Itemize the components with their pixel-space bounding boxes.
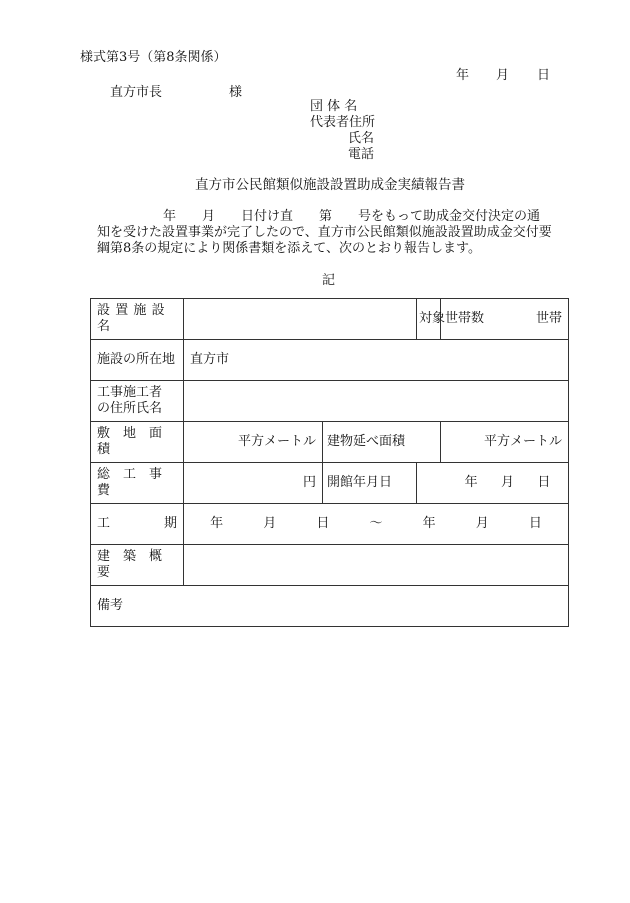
- row-facility-name: [91, 299, 569, 340]
- floor-area-label-cell: [323, 422, 441, 463]
- row-cost: [91, 463, 569, 504]
- households-label: 対象世帯数: [419, 311, 485, 326]
- body-line-1: 年 月 日付け直 第 号をもって助成金交付決定の通: [163, 209, 541, 224]
- row-period: [91, 504, 569, 545]
- site-area-unit: 平方メートル: [237, 434, 316, 449]
- contractor-label-line-2: の住所氏名: [97, 401, 163, 416]
- location-field[interactable]: [184, 340, 569, 381]
- floor-area-field[interactable]: [441, 422, 569, 463]
- location-label-cell: [91, 340, 184, 381]
- outline-field[interactable]: [184, 545, 569, 586]
- opening-label-cell: [323, 463, 417, 504]
- cost-field[interactable]: [184, 463, 323, 504]
- remarks-label: 備考: [97, 598, 124, 613]
- facility-name-field[interactable]: [184, 299, 417, 340]
- period-field[interactable]: [184, 504, 569, 545]
- floor-area-unit: 平方メートル: [484, 434, 563, 449]
- facility-name-label: 設置施設名: [97, 303, 170, 334]
- floor-area-label: 建物延べ面積: [327, 434, 406, 449]
- period-tilde: ～: [369, 516, 383, 531]
- period-start-year: 年: [210, 516, 224, 531]
- date-year: 年: [456, 68, 470, 83]
- households-label-cell: [417, 299, 485, 340]
- site-area-label: 敷 地 面 積: [97, 426, 176, 457]
- row-outline: [91, 545, 569, 586]
- form-number: 様式第3号（第8条関係）: [80, 50, 227, 65]
- cost-label: 総 工 事 費: [97, 467, 176, 498]
- households-unit: 世帯: [536, 311, 563, 326]
- date-month: 月: [496, 68, 510, 83]
- period-label-part-1: 工: [97, 516, 111, 531]
- row-remarks: [91, 586, 569, 627]
- recipient: 直方市長: [110, 85, 163, 100]
- opening-day: 日: [537, 475, 551, 490]
- row-area: [91, 422, 569, 463]
- period-start-month: 月: [263, 516, 277, 531]
- period-end-day: 日: [528, 516, 542, 531]
- opening-date-field[interactable]: [417, 463, 569, 504]
- body-line-3: 綱第8条の規定により関係書類を添えて、次のとおり報告します。: [97, 241, 481, 256]
- period-start-day: 日: [316, 516, 330, 531]
- cost-unit: 円: [302, 475, 316, 490]
- period-end-month: 月: [475, 516, 489, 531]
- honorific: 様: [229, 85, 243, 100]
- body-line-2: 知を受けた設置事業が完了したので、直方市公民館類似施設設置助成金交付要: [97, 225, 552, 240]
- report-table: [90, 298, 569, 627]
- period-label-cell: [91, 504, 184, 545]
- opening-label: 開館年月日: [327, 475, 393, 490]
- outline-label: 建 築 概 要: [97, 549, 176, 580]
- remarks-field[interactable]: [91, 586, 569, 627]
- phone-label: 電話: [348, 147, 375, 162]
- location-value: 直方市: [190, 352, 230, 367]
- period-label-part-2: 期: [163, 516, 177, 531]
- location-label: 施設の所在地: [97, 352, 176, 367]
- site-area-label-cell: [91, 422, 184, 463]
- row-contractor: [91, 381, 569, 422]
- rep-address-label: 代表者住所: [310, 115, 376, 130]
- row-location: [91, 340, 569, 381]
- site-area-field[interactable]: [184, 422, 323, 463]
- facility-name-label-cell: [91, 299, 184, 340]
- contractor-field[interactable]: [184, 381, 569, 422]
- contractor-label-line-1: 工事施工者: [97, 385, 163, 400]
- document-title: 直方市公民館類似施設設置助成金実績報告書: [195, 177, 465, 193]
- cost-label-cell: [91, 463, 184, 504]
- date-day: 日: [537, 68, 551, 83]
- period-end-year: 年: [422, 516, 436, 531]
- ki-heading: 記: [322, 273, 336, 288]
- opening-year: 年: [464, 475, 478, 490]
- contractor-label-cell: [91, 381, 184, 422]
- name-label: 氏名: [348, 131, 375, 146]
- opening-month: 月: [501, 475, 515, 490]
- org-name-label: 団 体 名: [310, 99, 358, 114]
- outline-label-cell: [91, 545, 184, 586]
